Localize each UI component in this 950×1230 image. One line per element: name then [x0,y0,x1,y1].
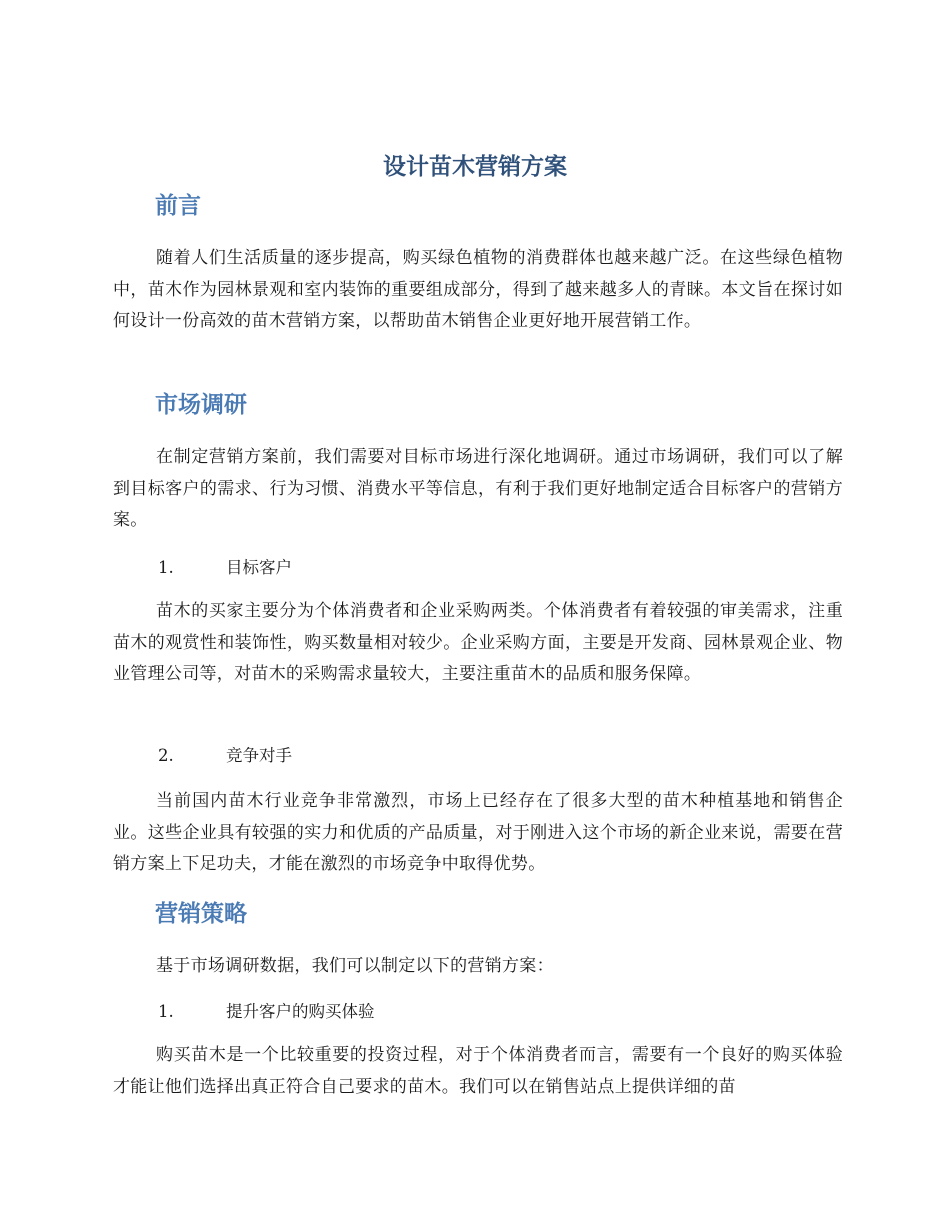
section-heading-marketing-strategy: 营销策略 [155,901,247,927]
list-item-number: 2. [158,746,174,765]
list-item-number: 1. [158,1002,174,1021]
section-paragraph-market-research: 在制定营销方案前，我们需要对目标市场进行深化地调研。通过市场调研，我们可以了解到目标客户的需求、行为习惯、消费水平等信息，有利于我们更好地制定适合目标客户的营销方案。 [113,447,843,530]
list-item-number: 1. [158,558,174,577]
list-item-label: 目标客户 [226,558,292,577]
list-item-target-customers [158,556,292,580]
section-paragraph-marketing-strategy: 基于市场调研数据，我们可以制定以下的营销方案： [156,956,554,976]
paragraph-competitors: 当前国内苗木行业竞争非常激烈，市场上已经存在了很多大型的苗木种植基地和销售企业。这些企业具有较强的实力和优质的产品质量，对于刚进入这个市场的新企业来说，需要在营销方案上下足功夫，才能在激烈的市场竞争中取得优势。 [113,791,843,874]
list-item-label: 提升客户的购买体验 [226,1002,375,1021]
section-paragraph-preface: 随着人们生活质量的逐步提高，购买绿色植物的消费群体也越来越广泛。在这些绿色植物中，苗木作为园林景观和室内装饰的重要组成部分，得到了越来越多人的青睐。本文旨在探讨如何设计一份高效的苗木营销方案，以帮助苗木销售企业更好地开展营销工作。 [113,248,843,331]
document-title: 设计苗木营销方案 [383,154,567,180]
paragraph-target-customers: 苗木的买家主要分为个体消费者和企业采购两类。个体消费者有着较强的审美需求，注重苗木的观赏性和装饰性，购买数量相对较少。企业采购方面，主要是开发商、园林景观企业、物业管理公司等，对苗木的采购需求量较大，主要注重苗木的品质和服务保障。 [113,601,843,684]
section-heading-preface: 前言 [155,193,201,219]
section-heading-market-research: 市场调研 [155,392,247,418]
paragraph-customer-experience: 购买苗木是一个比较重要的投资过程，对于个体消费者而言，需要有一个良好的购买体验才能让他们选择出真正符合自己要求的苗木。我们可以在销售站点上提供详细的苗 [113,1045,843,1097]
list-item-label: 竞争对手 [226,746,292,765]
list-item-competitors [158,744,292,768]
list-item-customer-experience [158,1000,375,1024]
